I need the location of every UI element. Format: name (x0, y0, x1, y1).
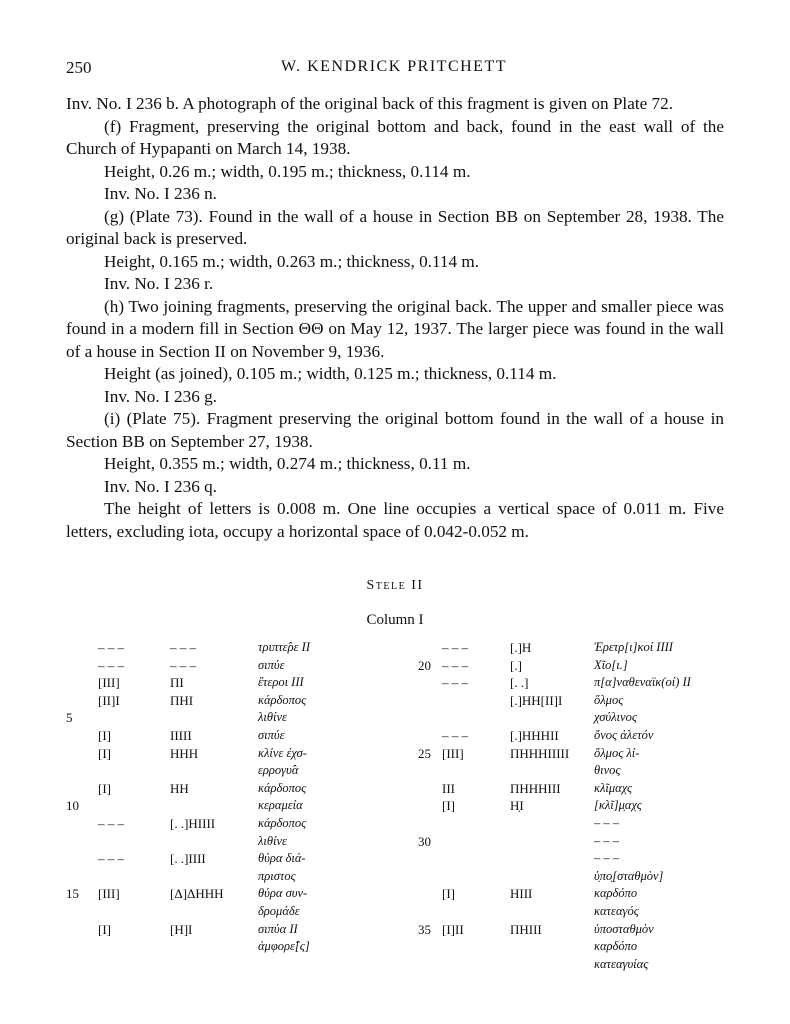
paragraph: Height, 0.165 m.; width, 0.263 m.; thickness, 0.114 m. (104, 251, 480, 271)
inscription-row (418, 693, 728, 711)
item-text: κλίνε ἐχσ- (258, 745, 307, 760)
item-text: ἀμφορε̂[ς] (258, 939, 310, 954)
paragraph: (f) Fragment, preserving the original bottom and back, found in the east wall of the Church of Hypapanti on March 14, 1938. (66, 116, 724, 158)
item-text: ὄνος ἀλετόν (594, 727, 654, 742)
inscription-row (66, 851, 366, 869)
inscription-row (66, 869, 366, 887)
price: [.]ΗΗΗΙΙ (510, 727, 559, 743)
inscription-row (418, 939, 728, 957)
page-header (66, 58, 722, 82)
item-text: – – – (594, 851, 619, 866)
item-text: δρομάδε (258, 903, 300, 918)
quantity: – – – (442, 640, 468, 655)
paragraph: Inv. No. I 236 g. (104, 386, 217, 406)
inscription-row (418, 957, 728, 975)
item-text: καρδόπο (594, 939, 638, 954)
inscription-row (418, 781, 728, 799)
price: [Δ]ΔΗΗΗ (170, 886, 224, 902)
price: ΠΙ (170, 675, 184, 691)
paragraph: Inv. No. I 236 q. (104, 476, 217, 496)
paragraph: Inv. No. I 236 n. (104, 184, 217, 203)
inscription-row (418, 869, 728, 887)
item-text: κλῖμαχς (594, 780, 633, 795)
paragraph: Height, 0.26 m.; width, 0.195 m.; thickness, 0.114 m. (104, 161, 471, 181)
item-text: – – – (594, 815, 619, 830)
item-text: κατεαγός (594, 903, 639, 918)
inscription-row (66, 816, 366, 834)
paragraph: (i) (Plate 75). Fragment preserving the original bottom found in the wall of a house in Section BB on September 27, 1938. (66, 409, 724, 451)
price: [. .]ΗΙΙΙΙ (170, 815, 216, 831)
quantity: – – – (98, 657, 124, 673)
price: ΗΗΗ (170, 745, 199, 761)
price: – – – (170, 640, 196, 655)
price: ΠΗΙΙΙ (510, 921, 542, 937)
price: ΠΗΗΗΙΙΙ (510, 780, 561, 796)
inscription-row (66, 658, 366, 676)
quantity: – – – (442, 675, 468, 691)
price: – – – (170, 657, 196, 673)
body-text (66, 93, 724, 543)
item-text: θύρα διά- (258, 851, 306, 866)
item-text: σιπύα ΙΙ (258, 921, 298, 936)
inscription-row (418, 851, 728, 869)
item-text: ὑ̣πο̣[σταθμὸν] (594, 868, 664, 883)
quantity: ΙΙΙ (442, 780, 455, 796)
inscription-row (66, 939, 366, 957)
quantity: [Ι] (98, 780, 111, 796)
quantity: – – – (98, 815, 124, 831)
page-number: 250 (66, 58, 92, 77)
running-head: W. KENDRICK PRITCHETT (280, 58, 507, 75)
quantity: [ΙΙΙ] (442, 745, 464, 761)
price: [Η]Ι (170, 921, 193, 937)
paragraph: (g) (Plate 73). Found in the wall of a house in Section BB on September 28, 1938. The original back is preserved. (66, 206, 724, 248)
inscription-row (418, 904, 728, 922)
item-text: π[α]ναθεναϊκ(οί) ΙΙ (594, 675, 691, 690)
item-text: θινος (594, 763, 621, 778)
inscription-column-left (66, 640, 366, 957)
price: ΙΙΙΙΙ (170, 727, 192, 743)
inscription-row (66, 904, 366, 922)
inscription-row (66, 728, 366, 746)
inscription-row (66, 763, 366, 781)
quantity: [Ι]ΙΙ (442, 921, 464, 937)
inscription-column-right (418, 640, 728, 974)
line-number: 35 (418, 921, 431, 937)
inscription-row (418, 658, 728, 676)
item-text: Χῖο[ι.] (594, 657, 628, 672)
item-text: Ἐρετρ[ι]κοί ΙΙΙΙ (594, 640, 673, 654)
item-text: λιθίνε (258, 833, 287, 848)
paragraph: Height, 0.355 m.; width, 0.274 m.; thickness, 0.11 m. (104, 454, 471, 473)
item-text: λιθίνε (258, 710, 287, 725)
price: [.] (510, 657, 522, 673)
quantity: [ΙΙΙ] (98, 675, 120, 691)
column-title: Column I (366, 612, 424, 628)
item-text: – – – (594, 833, 619, 848)
price: ΠΗΗΗΙΙΙΙΙ (510, 745, 570, 761)
inscription-row (418, 675, 728, 693)
price: [.]Η (510, 640, 532, 655)
item-text: πριστος (258, 868, 296, 883)
line-number: 15 (66, 886, 79, 902)
item-text: κάρδοπος (258, 692, 307, 707)
quantity: [Ι] (98, 921, 111, 937)
paragraph: Inv. No. I 236 r. (104, 274, 214, 293)
price: [.]ΗΗ[ΙΙ]Ι (510, 692, 563, 708)
quantity: [ΙΙΙ] (98, 886, 120, 902)
stele-title: Stele II (366, 578, 424, 593)
price: [. .] (510, 675, 529, 691)
item-text: ερρογυ̂α (258, 763, 299, 778)
quantity: – – – (442, 657, 468, 673)
inscription-row (418, 798, 728, 816)
item-text: σιπύε (258, 657, 285, 672)
inscription-row (418, 640, 728, 658)
line-number: 30 (418, 833, 431, 849)
price: [. .]ΙΙΙΙ (170, 851, 206, 867)
quantity: – – – (442, 727, 468, 743)
quantity: – – – (98, 851, 124, 867)
inscription-row (66, 922, 366, 940)
inscription-row (66, 693, 366, 711)
inscription-row (418, 834, 728, 852)
inscription-row (66, 675, 366, 693)
item-text: κάρδοπος (258, 815, 307, 830)
inscription-row (418, 728, 728, 746)
inscription-row (66, 798, 366, 816)
item-text: κεραμεία (258, 798, 303, 813)
line-number: 5 (66, 710, 73, 726)
inscription-row (66, 746, 366, 764)
paragraph: Height (as joined), 0.105 m.; width, 0.125 m.; thickness, 0.114 m. (104, 364, 557, 383)
quantity: [Ι] (442, 886, 455, 902)
line-number: 10 (66, 798, 79, 814)
inscription-row (66, 640, 366, 658)
item-text: κάρδοπος (258, 780, 307, 795)
inscription-row (66, 886, 366, 904)
item-text: καρδόπο (594, 886, 638, 901)
paragraph: Inv. No. I 236 b. A photograph of the original back of this fragment is given on Plate 72. (66, 94, 674, 113)
quantity: [Ι] (98, 727, 111, 743)
price: ΠΗΙ (170, 692, 194, 708)
line-number: 25 (418, 745, 431, 761)
inscription-row (418, 763, 728, 781)
item-text: σιπύε (258, 727, 285, 742)
price: ΗΙΙΙ (510, 886, 533, 902)
item-text: τριπτε̂ρε ΙΙ (258, 640, 310, 654)
price: ΗΗ (170, 780, 189, 796)
quantity: [ΙΙ]Ι (98, 692, 120, 708)
item-text: ἕτεροι ΙΙΙ (258, 675, 304, 690)
inscription-row (418, 816, 728, 834)
item-text: ὅλμος (594, 692, 624, 707)
line-number: 20 (418, 657, 431, 673)
quantity: – – – (98, 640, 124, 655)
price: Η̣Ι (510, 798, 524, 814)
paragraph: The height of letters is 0.008 m. One line occupies a vertical space of 0.011 m. Five letters, excluding iota, occupy a horizontal space of 0.042-0.052 m. (66, 499, 724, 541)
item-text: θύρα συν- (258, 886, 308, 901)
quantity: [Ι] (98, 745, 111, 761)
inscription-row (418, 746, 728, 764)
item-text: κατεαγυίας (594, 956, 649, 971)
inscription-row (418, 886, 728, 904)
item-text: χσύλινος (594, 710, 637, 725)
paragraph: (h) Two joining fragments, preserving the original back. The upper and smaller piece was found in a modern fill in Section ΘΘ on May 12, 1937. The larger piece was found in the wall of a house in Section II on November 9, 1936. (66, 296, 724, 361)
inscription-row (66, 781, 366, 799)
quantity: [Ι] (442, 798, 455, 814)
item-text: [κλῖ]μ̣αχς (594, 798, 642, 813)
inscription-row (418, 922, 728, 940)
inscription-row (418, 710, 728, 728)
item-text: ὅλμος λί- (594, 745, 640, 760)
item-text: ὑποσταθμὸν (594, 921, 654, 936)
inscription-row (66, 834, 366, 852)
inscription-row (66, 710, 366, 728)
